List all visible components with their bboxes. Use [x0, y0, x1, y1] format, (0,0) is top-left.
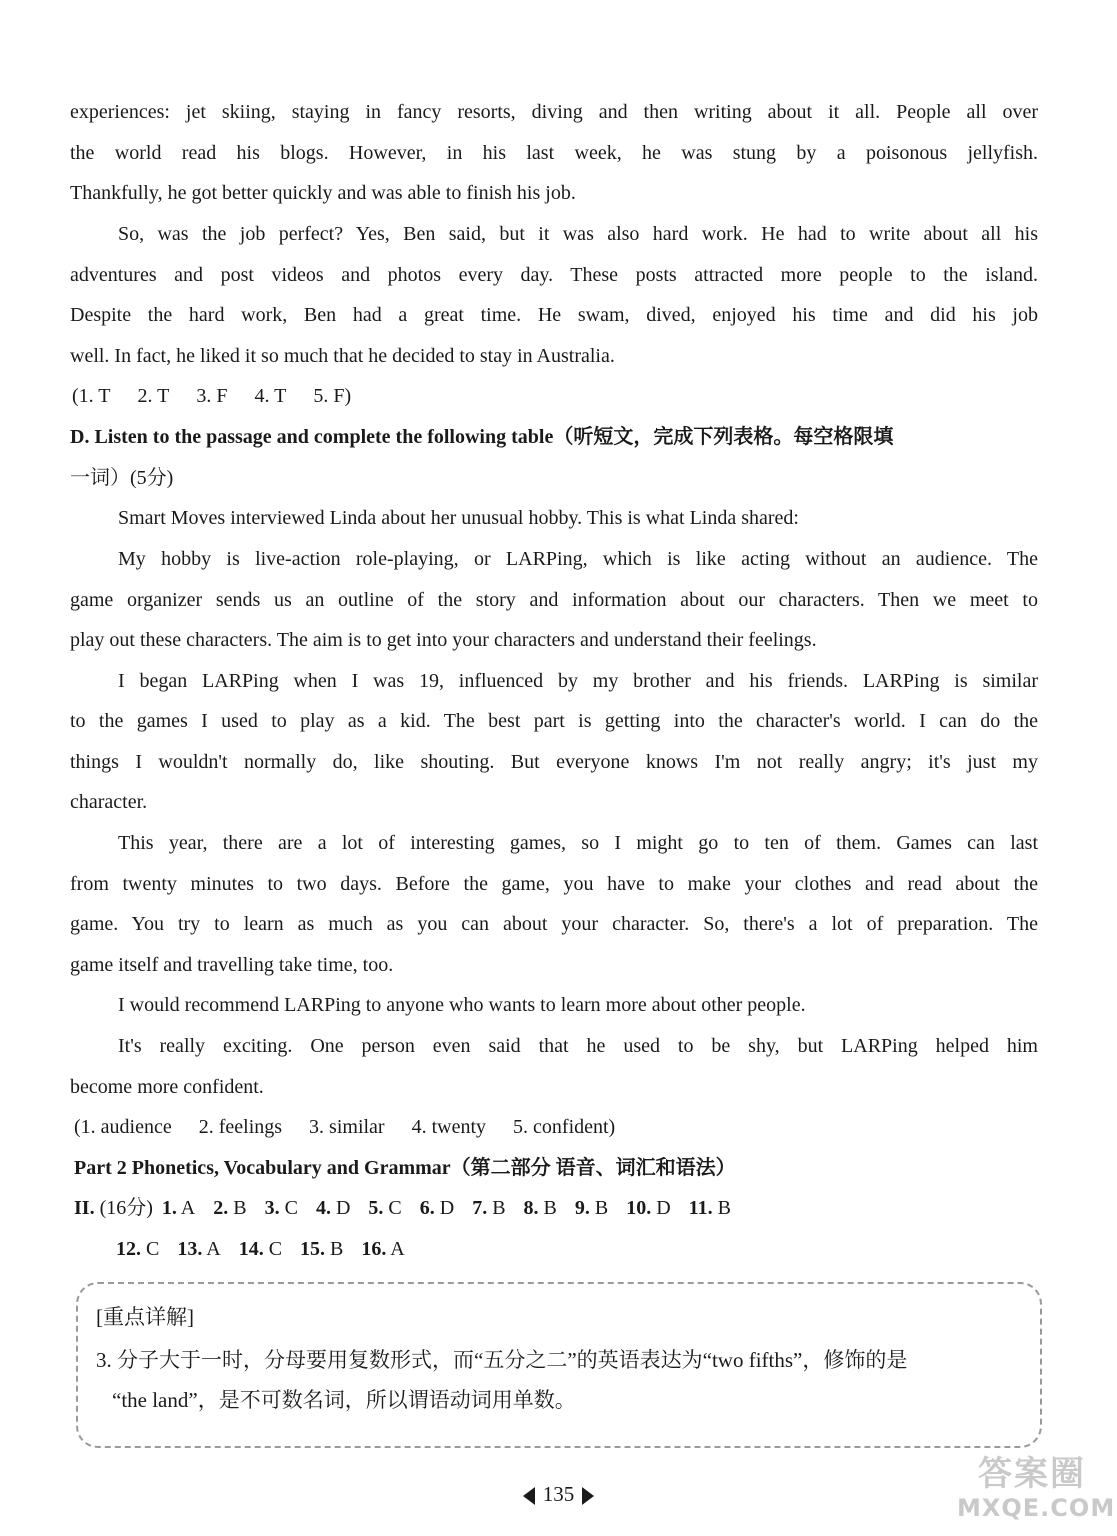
answer-item: 3. F	[196, 385, 228, 407]
section-d-heading: D. Listen to the passage and complete the following table（听短文，完成下列表格。每空格限填	[70, 426, 894, 448]
question-number: 11.	[688, 1197, 713, 1219]
watermark-bottom: MXQE.COM	[957, 1494, 1116, 1522]
question-number: 15.	[300, 1238, 326, 1260]
answer-letter: C	[279, 1197, 298, 1219]
paragraph-line: adventures and post videos and photos every day. These posts attracted more people to the island.	[70, 264, 1038, 286]
answer-item	[472, 1197, 505, 1219]
answer-letter: C	[141, 1238, 160, 1260]
part2-heading: Part 2 Phonetics, Vocabulary and Grammar（第二部分 语音、词汇和语法）	[74, 1157, 736, 1179]
section-label: II.	[74, 1197, 95, 1219]
answer-item	[116, 1238, 159, 1260]
answer-letter: B	[712, 1197, 731, 1219]
answer-item	[316, 1197, 350, 1219]
paragraph-line: I would recommend LARPing to anyone who wants to learn more about other people.	[118, 994, 806, 1016]
watermark-logo	[957, 1454, 1116, 1530]
key-point-line: “the land”，是不可数名词，所以谓语动词用单数。	[112, 1388, 576, 1412]
answer-letter: B	[589, 1197, 609, 1219]
answer-item: 2. T	[137, 385, 170, 407]
paragraph-line: This year, there are a lot of interesting games, so I might go to ten of them. Games can last	[118, 832, 1038, 854]
paragraph-line: My hobby is live-action role-playing, or LARPing, which is like acting without an audience. The	[118, 548, 1038, 570]
question-number: 7.	[472, 1197, 488, 1219]
paragraph-line: So, was the job perfect? Yes, Ben said, but it was also hard work. He had to write about all his	[118, 223, 1038, 245]
answer-item	[162, 1197, 195, 1219]
answer-key-ii	[74, 1194, 731, 1222]
answer-key-c	[72, 382, 373, 410]
question-number: 5.	[368, 1197, 384, 1219]
paragraph-line: I began LARPing when I was 19, influenced by my brother and his friends. LARPing is similar	[118, 670, 1038, 692]
paragraph-line: from twenty minutes to two days. Before the game, you have to make your clothes and read about the	[70, 873, 1038, 895]
answer-item: 5. confident)	[513, 1116, 616, 1138]
question-number: 8.	[523, 1197, 539, 1219]
question-number: 9.	[574, 1197, 590, 1219]
page-number	[500, 1480, 617, 1508]
question-number: 16.	[361, 1238, 387, 1260]
question-number: 14.	[238, 1238, 264, 1260]
watermark-top: 答案圈	[978, 1454, 1086, 1494]
answer-letter: A	[176, 1197, 196, 1219]
answer-item: 4. twenty	[411, 1116, 487, 1138]
paragraph-line: Thankfully, he got better quickly and was able to finish his job.	[70, 182, 576, 204]
answer-letter: C	[263, 1238, 283, 1260]
answer-item: 2. feelings	[198, 1116, 283, 1138]
answer-letter: A	[386, 1238, 405, 1260]
section-d-heading-cont: 一词）(5分)	[70, 467, 174, 489]
answer-item	[524, 1197, 557, 1219]
answer-letter: D	[651, 1197, 671, 1219]
answer-item: 5. F)	[313, 385, 352, 407]
key-point-title: [重点详解]	[96, 1305, 194, 1329]
paragraph-line: Despite the hard work, Ben had a great time. He swam, dived, enjoyed his time and did his job	[70, 304, 1038, 326]
answer-letter: B	[487, 1197, 506, 1219]
answer-item	[420, 1197, 454, 1219]
paragraph-line: game organizer sends us an outline of the story and information about our characters. Then we meet to	[70, 589, 1038, 611]
answer-key-ii-row2	[112, 1235, 405, 1263]
paragraph-line: the world read his blogs. However, in his last week, he was stung by a poisonous jellyfish.	[70, 142, 1038, 164]
paragraph-line: character.	[70, 791, 148, 813]
paragraph-line: become more confident.	[70, 1076, 264, 1098]
answer-item	[213, 1197, 246, 1219]
answer-item	[368, 1197, 401, 1219]
question-number: 2.	[213, 1197, 229, 1219]
answer-item	[361, 1238, 404, 1260]
answer-letter: B	[228, 1197, 247, 1219]
question-number: 13.	[177, 1238, 203, 1260]
question-number: 12.	[116, 1238, 141, 1260]
answer-letter: B	[325, 1238, 344, 1260]
paragraph-line: experiences: jet skiing, staying in fancy resorts, diving and then writing about it all. People all over	[70, 101, 1038, 123]
answer-item	[265, 1197, 298, 1219]
answer-row	[158, 1197, 731, 1219]
answer-item: (1. audience	[74, 1116, 172, 1138]
answer-key-d	[74, 1113, 637, 1141]
answer-letter: A	[202, 1238, 221, 1260]
question-number: 10.	[626, 1197, 652, 1219]
answer-item: 4. T	[254, 385, 287, 407]
page-number-value: 135	[542, 1482, 575, 1506]
question-number: 3.	[264, 1197, 280, 1219]
triangle-right-icon	[582, 1487, 594, 1505]
question-number: 4.	[315, 1197, 331, 1219]
answer-letter: C	[383, 1197, 402, 1219]
paragraph-line: It's really exciting. One person even said that he used to be shy, but LARPing helped him	[118, 1035, 1038, 1057]
answer-letter: B	[538, 1197, 557, 1219]
answer-item	[575, 1197, 608, 1219]
section-score: (16分)	[99, 1197, 153, 1219]
answer-letter: D	[434, 1197, 455, 1219]
key-point-line: 3. 分子大于一时，分母要用复数形式，而“五分之二”的英语表达为“two fifths”，修饰的是	[96, 1348, 908, 1372]
answer-item	[239, 1238, 282, 1260]
question-number: 1.	[161, 1197, 177, 1219]
triangle-left-icon	[523, 1487, 535, 1505]
paragraph-line: play out these characters. The aim is to get into your characters and understand their feelings.	[70, 629, 817, 651]
answer-item	[689, 1197, 731, 1219]
answer-item: 3. similar	[309, 1116, 385, 1138]
paragraph-line: things I wouldn't normally do, like shouting. But everyone knows I'm not really angry; it's just my	[70, 751, 1038, 773]
answer-item	[300, 1238, 343, 1260]
paragraph-line: game itself and travelling take time, too.	[70, 954, 394, 976]
intro-line: Smart Moves interviewed Linda about her unusual hobby. This is what Linda shared:	[118, 507, 799, 529]
paragraph-line: to the games I used to play as a kid. The best part is getting into the character's world. I can do the	[70, 710, 1038, 732]
answer-row	[112, 1238, 405, 1260]
question-number: 6.	[419, 1197, 435, 1219]
paragraph-line: game. You try to learn as much as you can about your character. So, there's a lot of preparation. The	[70, 913, 1038, 935]
paragraph-line: well. In fact, he liked it so much that he decided to stay in Australia.	[70, 345, 615, 367]
answer-letter: D	[330, 1197, 351, 1219]
answer-item	[626, 1197, 670, 1219]
answer-item	[177, 1238, 220, 1260]
answer-item: (1. T	[72, 385, 111, 407]
